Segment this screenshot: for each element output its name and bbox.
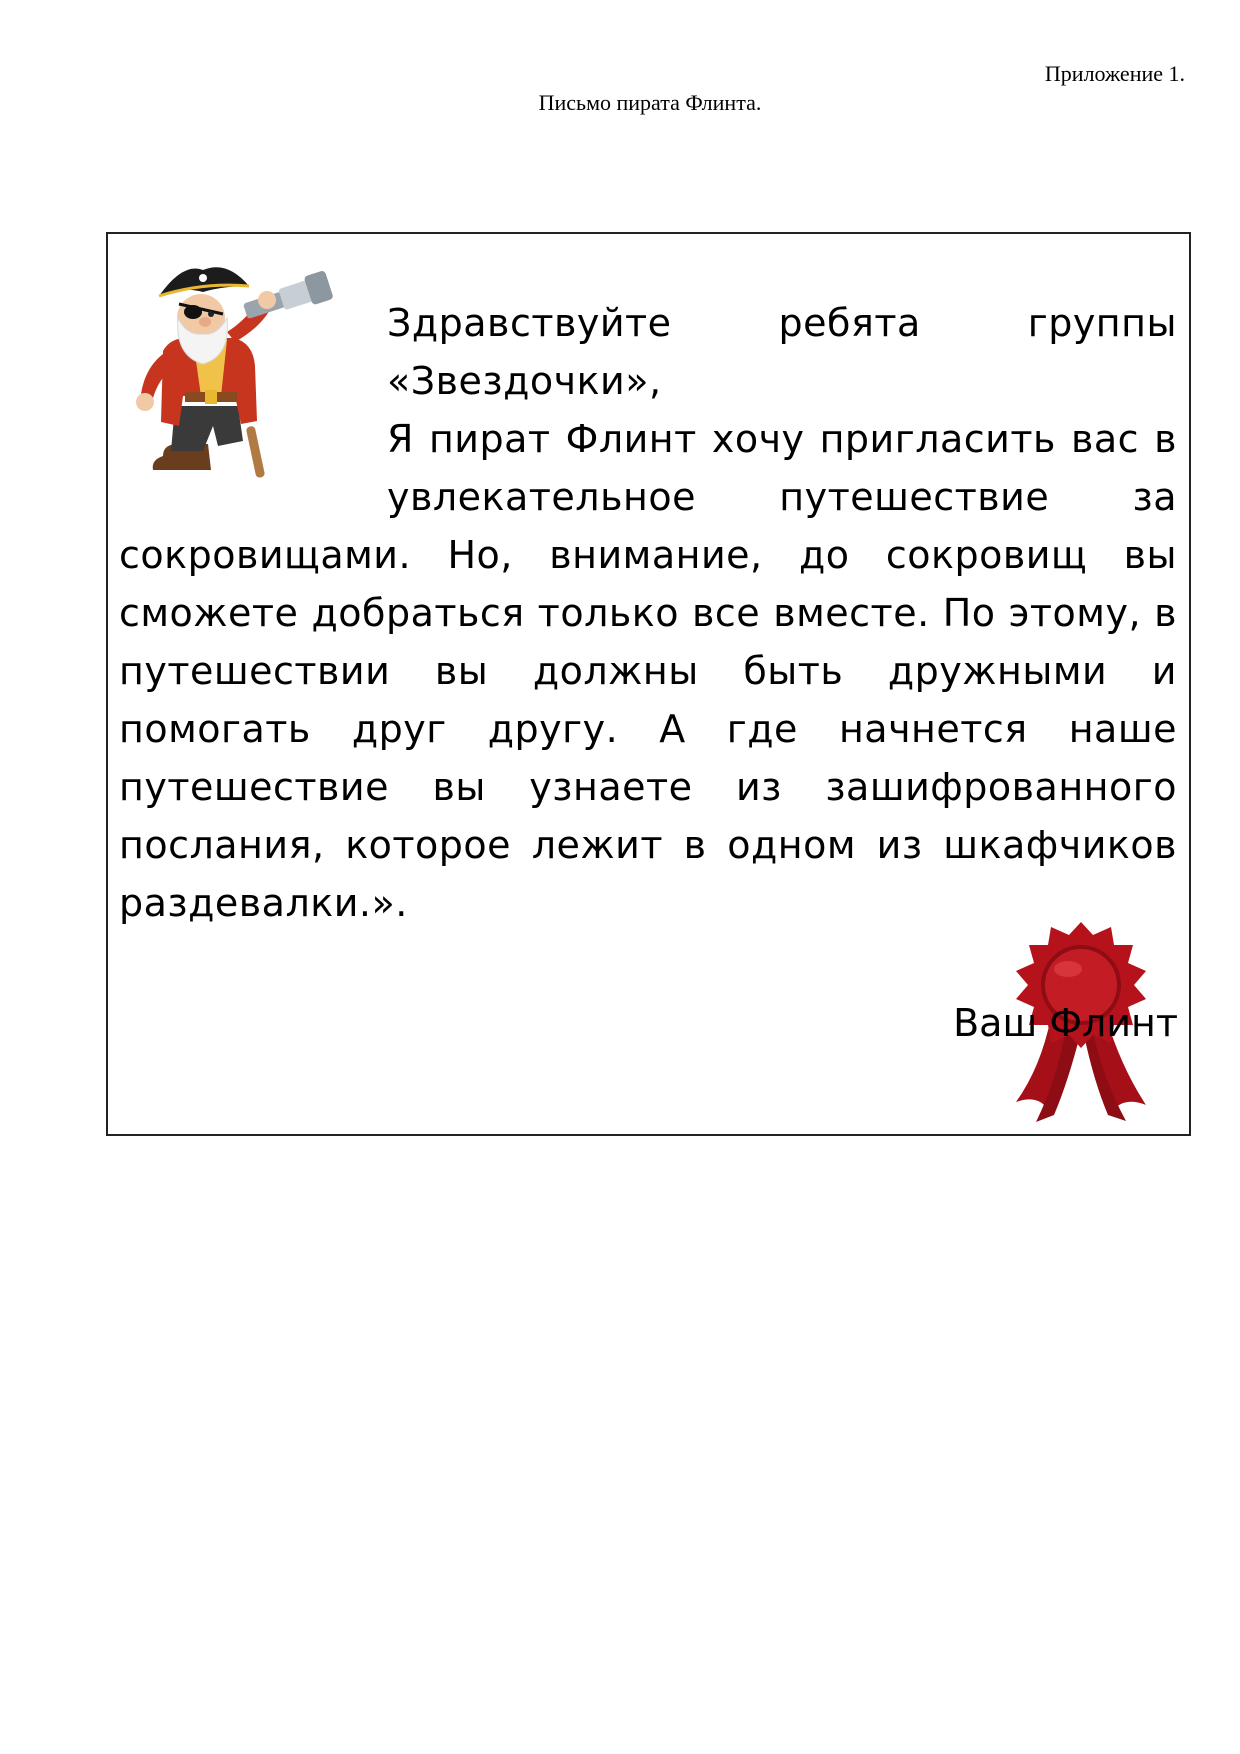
letter-greeting: Здравствуйте ребята группы «Звездочки», bbox=[387, 301, 1177, 403]
appendix-label: Приложение 1. bbox=[1044, 61, 1185, 86]
document-title: Письмо пирата Флинта. bbox=[538, 90, 762, 115]
letter-body bbox=[119, 294, 1177, 932]
letter-frame bbox=[106, 232, 1191, 1136]
letter-main-text: Я пират Флинт хочу пригласить вас в увлекательное путешествие за сокровищами. Но, внимание, до сокровищ вы сможете добраться только все вместе. По этому, в путешествии вы должны быть дружными и помогать друг другу. А где начнется наше путешествие вы узнаете из зашифрованного послания, которое лежит в одном из шкафчиков раздевалки.». bbox=[119, 417, 1177, 925]
pirate-spacer bbox=[119, 294, 387, 524]
letter-signature: Ваш Флинт bbox=[953, 1001, 1178, 1045]
